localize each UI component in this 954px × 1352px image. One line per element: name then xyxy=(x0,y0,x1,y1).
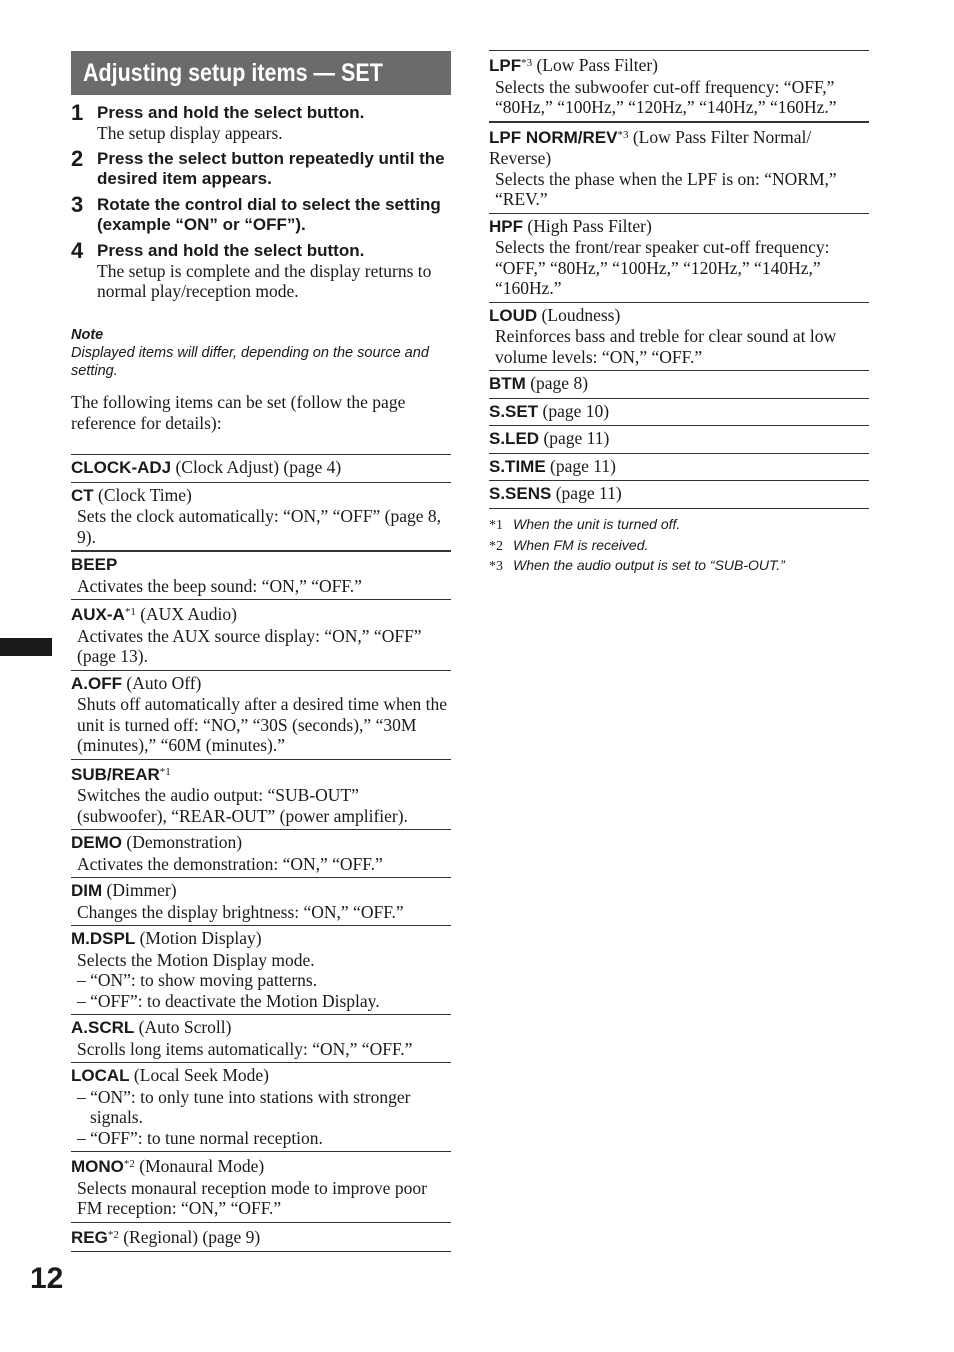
item-name: (Loudness) xyxy=(541,304,621,325)
item-lpf-norm-rev xyxy=(489,123,869,214)
footnote-mark: *3 xyxy=(489,559,503,574)
footnote-text: When FM is received. xyxy=(513,536,649,553)
item-desc: Selects the phase when the LPF is on: “NORM,” “REV.” xyxy=(495,168,837,209)
item-name: (High Pass Filter) xyxy=(527,215,652,236)
step-number: 2 xyxy=(71,146,84,171)
item-key: S.TIME xyxy=(489,456,546,476)
item-key: DIM xyxy=(71,881,103,900)
item-btm xyxy=(489,371,869,399)
intro-text: The following items can be set (follow the page reference for details): xyxy=(71,392,406,433)
item-ct xyxy=(71,483,451,553)
item-s-time xyxy=(489,454,869,482)
item-option-continued: signals. xyxy=(90,1107,143,1127)
item-desc: Reinforces bass and treble for clear sound at low volume levels: “ON,” “OFF.” xyxy=(495,326,837,367)
item-desc: Activates the demonstration: “ON,” “OFF.” xyxy=(77,853,383,874)
footnote-text: When the audio output is set to “SUB-OUT.” xyxy=(513,557,785,573)
item-name: (Low Pass Filter) xyxy=(536,55,659,75)
item-key: AUX-A xyxy=(71,605,125,624)
item-desc: Scrolls long items automatically: “ON,” “OFF.” xyxy=(77,1038,413,1059)
item-beep xyxy=(71,552,451,600)
item-name: (page 10) xyxy=(542,400,610,421)
item-desc: Selects the front/rear speaker cut-off frequency: “OFF,” “80Hz,” “100Hz,” “120Hz,” “140Hz,” “160Hz.” xyxy=(495,237,830,298)
item-key: LPF NORM/REV xyxy=(489,127,618,147)
item-desc: Switches the audio output: “SUB-OUT” (subwoofer), “REAR-OUT” (power amplifier). xyxy=(77,785,408,826)
note-title: Note xyxy=(71,327,104,343)
item-name: (Regional) (page 9) xyxy=(123,1226,261,1247)
step-1 xyxy=(71,100,451,143)
item-desc: Shuts off automatically after a desired time when the unit is turned off: “NO,” “30S (seconds),” “30M (minutes),” “60M (minutes).” xyxy=(77,694,447,755)
item-m-dspl xyxy=(71,926,451,1015)
item-name: (page 11) xyxy=(555,483,622,503)
item-desc: Activates the beep sound: “ON,” “OFF.” xyxy=(77,575,362,596)
item-dim xyxy=(71,878,451,926)
item-key: S.LED xyxy=(489,429,540,448)
item-name: (page 11) xyxy=(550,455,616,476)
item-key: CLOCK-ADJ xyxy=(71,458,172,477)
item-name: (Low Pass Filter Normal/ Reverse) xyxy=(489,126,812,168)
right-setup-items xyxy=(489,50,869,509)
step-body: The setup is complete and the display returns to normal play/reception mode. xyxy=(97,261,432,301)
footnote-ref: *3 xyxy=(521,57,533,69)
item-mono xyxy=(71,1152,451,1223)
item-key: BTM xyxy=(489,374,526,393)
footnote-text: When the unit is turned off. xyxy=(513,516,681,532)
item-desc: Changes the display brightness: “ON,” “OFF.” xyxy=(77,901,404,922)
footnote xyxy=(489,556,869,577)
page-number: 12 xyxy=(30,1262,64,1295)
item-name: (Auto Off) xyxy=(126,672,202,693)
item-desc: Selects the Motion Display mode. xyxy=(77,949,315,970)
item-clock-adj xyxy=(71,455,451,483)
item-name: (Monaural Mode) xyxy=(139,1156,265,1176)
chapter-tab-marker xyxy=(0,638,52,656)
item-key: MONO xyxy=(71,1157,124,1176)
step-heading: Rotate the control dial to select the setting (example “ON” or “OFF”). xyxy=(97,195,441,234)
footnote-ref: *2 xyxy=(123,1158,135,1170)
footnote xyxy=(489,515,869,536)
footnote-ref: *1 xyxy=(159,765,171,778)
item-s-sens xyxy=(489,481,869,509)
item-key: REG xyxy=(71,1227,108,1247)
item-desc: Selects monaural reception mode to improve poor FM reception: “ON,” “OFF.” xyxy=(77,1177,427,1218)
item-key: LOCAL xyxy=(71,1066,130,1085)
item-option: – “ON”: to only tune into stations with stronger xyxy=(77,1086,411,1107)
item-name: (Motion Display) xyxy=(139,928,262,948)
footnote-ref: *1 xyxy=(124,606,136,618)
item-key: A.SCRL xyxy=(71,1018,135,1037)
note xyxy=(71,326,451,380)
item-s-led xyxy=(489,426,869,454)
item-sub-rear xyxy=(71,760,451,831)
step-body: The setup display appears. xyxy=(97,123,283,143)
item-key: S.SENS xyxy=(489,484,552,503)
footnote-ref: *2 xyxy=(107,1228,119,1241)
item-desc: Activates the AUX source display: “ON,” “OFF” (page 13). xyxy=(77,625,422,666)
item-desc: Sets the clock automatically: “ON,” “OFF” (page 8, 9). xyxy=(77,506,441,547)
item-key: BEEP xyxy=(71,555,118,574)
step-number: 3 xyxy=(71,192,84,217)
item-name: (Demonstration) xyxy=(126,832,243,852)
item-local xyxy=(71,1063,451,1152)
footnotes xyxy=(489,515,869,577)
item-key: LOUD xyxy=(489,305,538,325)
item-name: (Auto Scroll) xyxy=(138,1017,232,1037)
item-option: – “ON”: to show moving patterns. xyxy=(77,970,318,990)
item-desc: Selects the subwoofer cut-off frequency: “OFF,” “80Hz,” “100Hz,” “120Hz,” “140Hz,” “160Hz.” xyxy=(495,76,837,117)
item-name: (Clock Time) xyxy=(98,484,192,505)
item-loud xyxy=(489,303,869,372)
item-option: – “OFF”: to deactivate the Motion Display. xyxy=(77,990,380,1011)
step-heading: Press and hold the select button. xyxy=(97,103,365,122)
item-key: LPF xyxy=(489,56,522,75)
item-demo xyxy=(71,830,451,878)
step-heading: Press and hold the select button. xyxy=(97,241,365,260)
footnote-ref: *3 xyxy=(617,128,629,141)
item-hpf xyxy=(489,214,869,303)
footnote xyxy=(489,536,869,557)
item-name: (AUX Audio) xyxy=(140,604,237,624)
footnote-mark: *2 xyxy=(489,538,503,554)
item-name: (page 11) xyxy=(543,428,610,448)
item-option: – “OFF”: to tune normal reception. xyxy=(77,1127,323,1148)
item-name: (page 8) xyxy=(530,373,589,393)
item-key: HPF xyxy=(489,216,523,236)
note-text: Displayed items will differ, depending on the source and setting. xyxy=(71,345,429,379)
item-key: S.SET xyxy=(489,401,539,421)
item-aux-a xyxy=(71,600,451,671)
step-heading: Press the select button repeatedly until the desired item appears. xyxy=(97,149,445,188)
item-key: A.OFF xyxy=(71,673,122,693)
section-title: Adjusting setup items — SET xyxy=(71,51,451,95)
step-3 xyxy=(71,192,451,235)
item-name: (Local Seek Mode) xyxy=(133,1065,270,1085)
item-a-scrl xyxy=(71,1015,451,1063)
steps-list xyxy=(71,100,451,307)
item-a-off xyxy=(71,671,451,760)
item-s-set xyxy=(489,399,869,427)
item-name: (Dimmer) xyxy=(106,880,177,900)
item-name: (Clock Adjust) (page 4) xyxy=(175,457,342,477)
step-4 xyxy=(71,238,451,301)
left-setup-items xyxy=(71,454,451,1252)
item-reg xyxy=(71,1223,451,1253)
item-lpf xyxy=(489,51,869,123)
item-key: M.DSPL xyxy=(71,929,136,948)
item-key: DEMO xyxy=(71,833,122,852)
step-number: 4 xyxy=(71,238,84,263)
item-key: SUB/REAR xyxy=(71,764,160,784)
footnote-mark: *1 xyxy=(489,518,503,533)
step-number: 1 xyxy=(71,100,84,125)
item-key: CT xyxy=(71,485,94,505)
step-2 xyxy=(71,146,451,189)
